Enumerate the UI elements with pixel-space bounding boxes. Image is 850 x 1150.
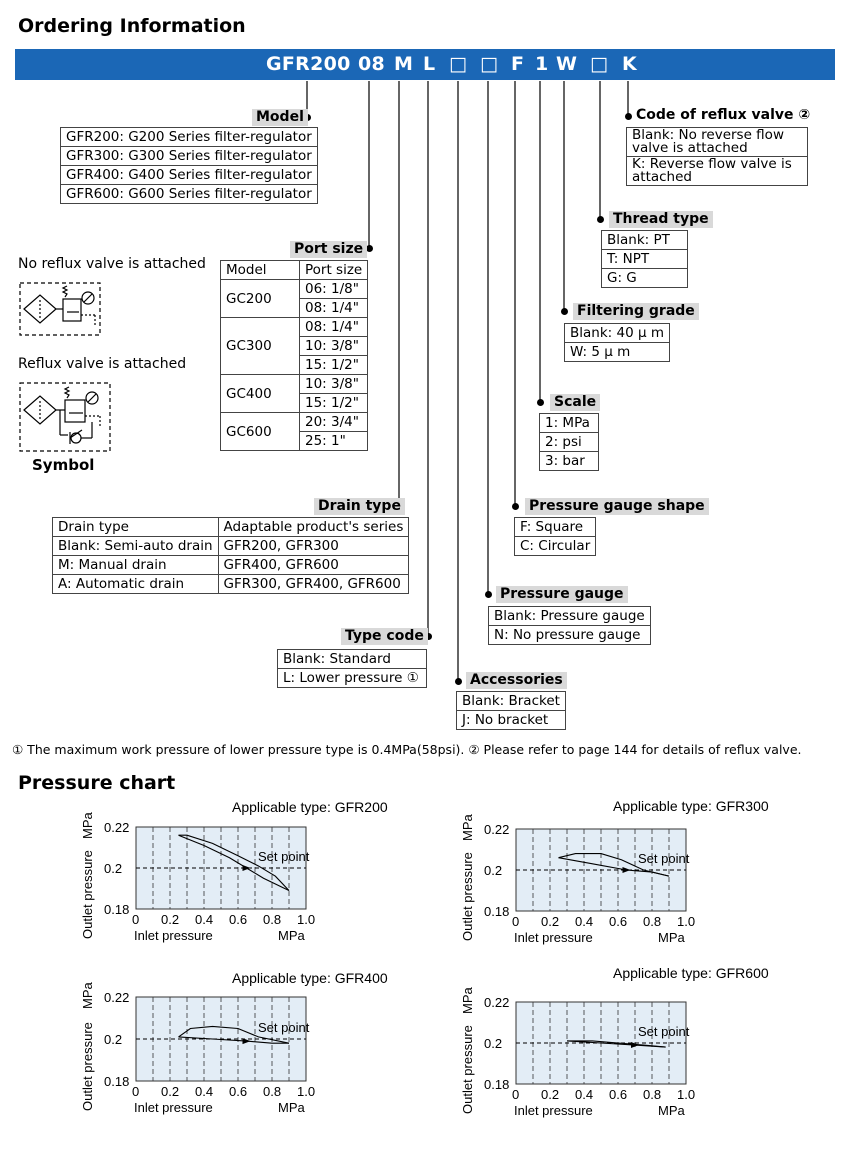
no-reflux-label: No reflux valve is attached [18, 256, 206, 272]
code-part-thread: □ [590, 53, 609, 75]
chart-xlabel: Inlet pressure [514, 930, 593, 945]
chart-setpoint-label: Set point [258, 849, 310, 864]
port-size: 08: 1/4" [300, 318, 368, 337]
scale-row: 2: psi [540, 433, 599, 452]
code-part-reflux: K [622, 53, 638, 75]
chart-title: Applicable type: GFR400 [232, 970, 388, 986]
port-model: GC200 [221, 280, 300, 318]
chart-y-tick: 0.22 [484, 822, 510, 837]
drain-col-type: Drain type [53, 518, 219, 537]
chart-xunit: MPa [278, 1100, 305, 1115]
code-part-port: 08 [358, 53, 386, 75]
chart-x-tick: 0.4 [195, 1084, 214, 1099]
port-size: 25: 1" [300, 432, 368, 451]
accessories-row: Blank: Bracket [457, 692, 566, 711]
code-part-drain: M [394, 53, 414, 75]
pressure-gauge-row: Blank: Pressure gauge [489, 607, 651, 626]
chart-y-tick: 0.2 [484, 1036, 503, 1051]
chart-yunit: MPa [80, 982, 95, 1009]
chart-y-tick: 0.18 [104, 1074, 130, 1089]
code-part-filter: W [556, 53, 578, 75]
code-part-model: GFR200 [266, 53, 351, 75]
chart-x-tick: 1.0 [297, 1084, 316, 1099]
chart-x-tick: 0 [132, 912, 140, 927]
accessories-header: Accessories [466, 672, 567, 689]
code-part-gauge: □ [480, 53, 499, 75]
port-model: GC600 [221, 413, 300, 451]
chart-x-tick: 0.4 [195, 912, 214, 927]
chart-x-tick: 0.6 [609, 914, 628, 929]
model-header: Model [252, 109, 308, 126]
model-row: GFR200: G200 Series filter-regulator [61, 128, 318, 147]
chart-xlabel: Inlet pressure [134, 1100, 213, 1115]
code-part-shape: F [511, 53, 525, 75]
chart-setpoint-label: Set point [638, 851, 690, 866]
chart-x-tick: 0.8 [263, 1084, 282, 1099]
gauge-shape-row: C: Circular [515, 537, 596, 556]
port-size: 20: 3/4" [300, 413, 368, 432]
drain-cell: GFR400, GFR600 [218, 556, 409, 575]
chart-y-tick: 0.18 [484, 904, 510, 919]
footnote: ① The maximum work pressure of lower pressure type is 0.4MPa(58psi). ② Please refer to page 144 for details of reflux valve. [12, 742, 802, 757]
gauge-shape-row: F: Square [515, 518, 596, 537]
chart-xunit: MPa [658, 930, 685, 945]
drain-cell: Blank: Semi-auto drain [53, 537, 219, 556]
drain-cell: GFR300, GFR400, GFR600 [218, 575, 409, 594]
chart-x-tick: 1.0 [297, 912, 316, 927]
reflux-valve-row: K: Reverse flow valve is attached [627, 157, 808, 186]
code-part-accessory: □ [449, 53, 468, 75]
chart-yunit: MPa [80, 812, 95, 839]
code-part-scale: 1 [535, 53, 549, 75]
chart-ylabel: Outlet pressure [460, 852, 475, 941]
chart-y-tick: 0.2 [104, 1032, 123, 1047]
filtering-grade-row: W: 5 μ m [565, 343, 670, 362]
pressure-gauge-header: Pressure gauge [496, 586, 628, 603]
chart-x-tick: 0.4 [575, 1087, 594, 1102]
type-code-row: Blank: Standard [278, 650, 427, 669]
chart-x-tick: 0.6 [229, 912, 248, 927]
chart-ylabel: Outlet pressure [460, 1025, 475, 1114]
symbol-caption: Symbol [32, 456, 95, 474]
chart-x-tick: 0.8 [263, 912, 282, 927]
chart-xunit: MPa [278, 928, 305, 943]
chart-x-tick: 0.2 [541, 1087, 560, 1102]
chart-x-tick: 0 [512, 914, 520, 929]
chart-title: Applicable type: GFR600 [613, 965, 769, 981]
chart-y-tick: 0.2 [484, 863, 503, 878]
scale-header: Scale [550, 394, 600, 411]
port-model: GC300 [221, 318, 300, 375]
chart-title: Applicable type: GFR300 [613, 798, 769, 814]
chart-x-tick: 0.2 [541, 914, 560, 929]
ordering-title: Ordering Information [18, 15, 246, 37]
thread-type-row: Blank: PT [602, 231, 688, 250]
chart-yunit: MPa [460, 987, 475, 1014]
thread-type-header: Thread type [609, 211, 713, 228]
drain-cell: GFR200, GFR300 [218, 537, 409, 556]
code-part-type: L [423, 53, 436, 75]
chart-y-tick: 0.18 [484, 1077, 510, 1092]
chart-x-tick: 0.2 [161, 912, 180, 927]
port-size: 10: 3/8" [300, 337, 368, 356]
chart-x-tick: 0.8 [643, 1087, 662, 1102]
chart-y-tick: 0.22 [104, 820, 130, 835]
type-code-row: L: Lower pressure ① [278, 669, 427, 688]
chart-x-tick: 0.2 [161, 1084, 180, 1099]
type-code-header: Type code [341, 628, 428, 645]
pressure-chart-title: Pressure chart [18, 772, 176, 794]
port-col-size: Port size [300, 261, 368, 280]
port-col-model: Model [221, 261, 300, 280]
scale-row: 3: bar [540, 452, 599, 471]
chart-y-tick: 0.2 [104, 861, 123, 876]
model-row: GFR300: G300 Series filter-regulator [61, 147, 318, 166]
drain-type-header: Drain type [314, 498, 405, 515]
pressure-gauge-row: N: No pressure gauge [489, 626, 651, 645]
accessories-row: J: No bracket [457, 711, 566, 730]
thread-type-row: G: G [602, 269, 688, 288]
chart-x-tick: 0.8 [643, 914, 662, 929]
model-row: GFR600: G600 Series filter-regulator [61, 185, 318, 204]
gauge-shape-header: Pressure gauge shape [525, 498, 709, 515]
port-size: 08: 1/4" [300, 299, 368, 318]
chart-x-tick: 1.0 [677, 914, 696, 929]
chart-xlabel: Inlet pressure [134, 928, 213, 943]
drain-cell: A: Automatic drain [53, 575, 219, 594]
port-size: 10: 3/8" [300, 375, 368, 394]
drain-col-series: Adaptable product's series [218, 518, 409, 537]
chart-x-tick: 0.6 [609, 1087, 628, 1102]
chart-x-tick: 0 [132, 1084, 140, 1099]
filtering-grade-header: Filtering grade [573, 303, 699, 320]
scale-row: 1: MPa [540, 414, 599, 433]
chart-title: Applicable type: GFR200 [232, 799, 388, 815]
chart-ylabel: Outlet pressure [80, 1022, 95, 1111]
chart-y-tick: 0.22 [484, 995, 510, 1010]
chart-xlabel: Inlet pressure [514, 1103, 593, 1118]
chart-x-tick: 0 [512, 1087, 520, 1102]
chart-ylabel: Outlet pressure [80, 850, 95, 939]
port-size-header: Port size [290, 241, 367, 258]
filtering-grade-row: Blank: 40 μ m [565, 324, 670, 343]
model-row: GFR400: G400 Series filter-regulator [61, 166, 318, 185]
reflux-label: Reflux valve is attached [18, 356, 187, 372]
thread-type-row: T: NPT [602, 250, 688, 269]
port-size: 06: 1/8" [300, 280, 368, 299]
port-model: GC400 [221, 375, 300, 413]
chart-x-tick: 0.6 [229, 1084, 248, 1099]
chart-x-tick: 1.0 [677, 1087, 696, 1102]
drain-cell: M: Manual drain [53, 556, 219, 575]
chart-y-tick: 0.18 [104, 902, 130, 917]
chart-y-tick: 0.22 [104, 990, 130, 1005]
chart-x-tick: 0.4 [575, 914, 594, 929]
chart-yunit: MPa [460, 814, 475, 841]
chart-setpoint-label: Set point [638, 1024, 690, 1039]
chart-setpoint-label: Set point [258, 1020, 310, 1035]
reflux-valve-row: Blank: No reverse flow valve is attached [627, 128, 808, 157]
reflux-valve-header: Code of reflux valve ② [632, 107, 814, 124]
port-size: 15: 1/2" [300, 394, 368, 413]
port-size: 15: 1/2" [300, 356, 368, 375]
chart-xunit: MPa [658, 1103, 685, 1118]
